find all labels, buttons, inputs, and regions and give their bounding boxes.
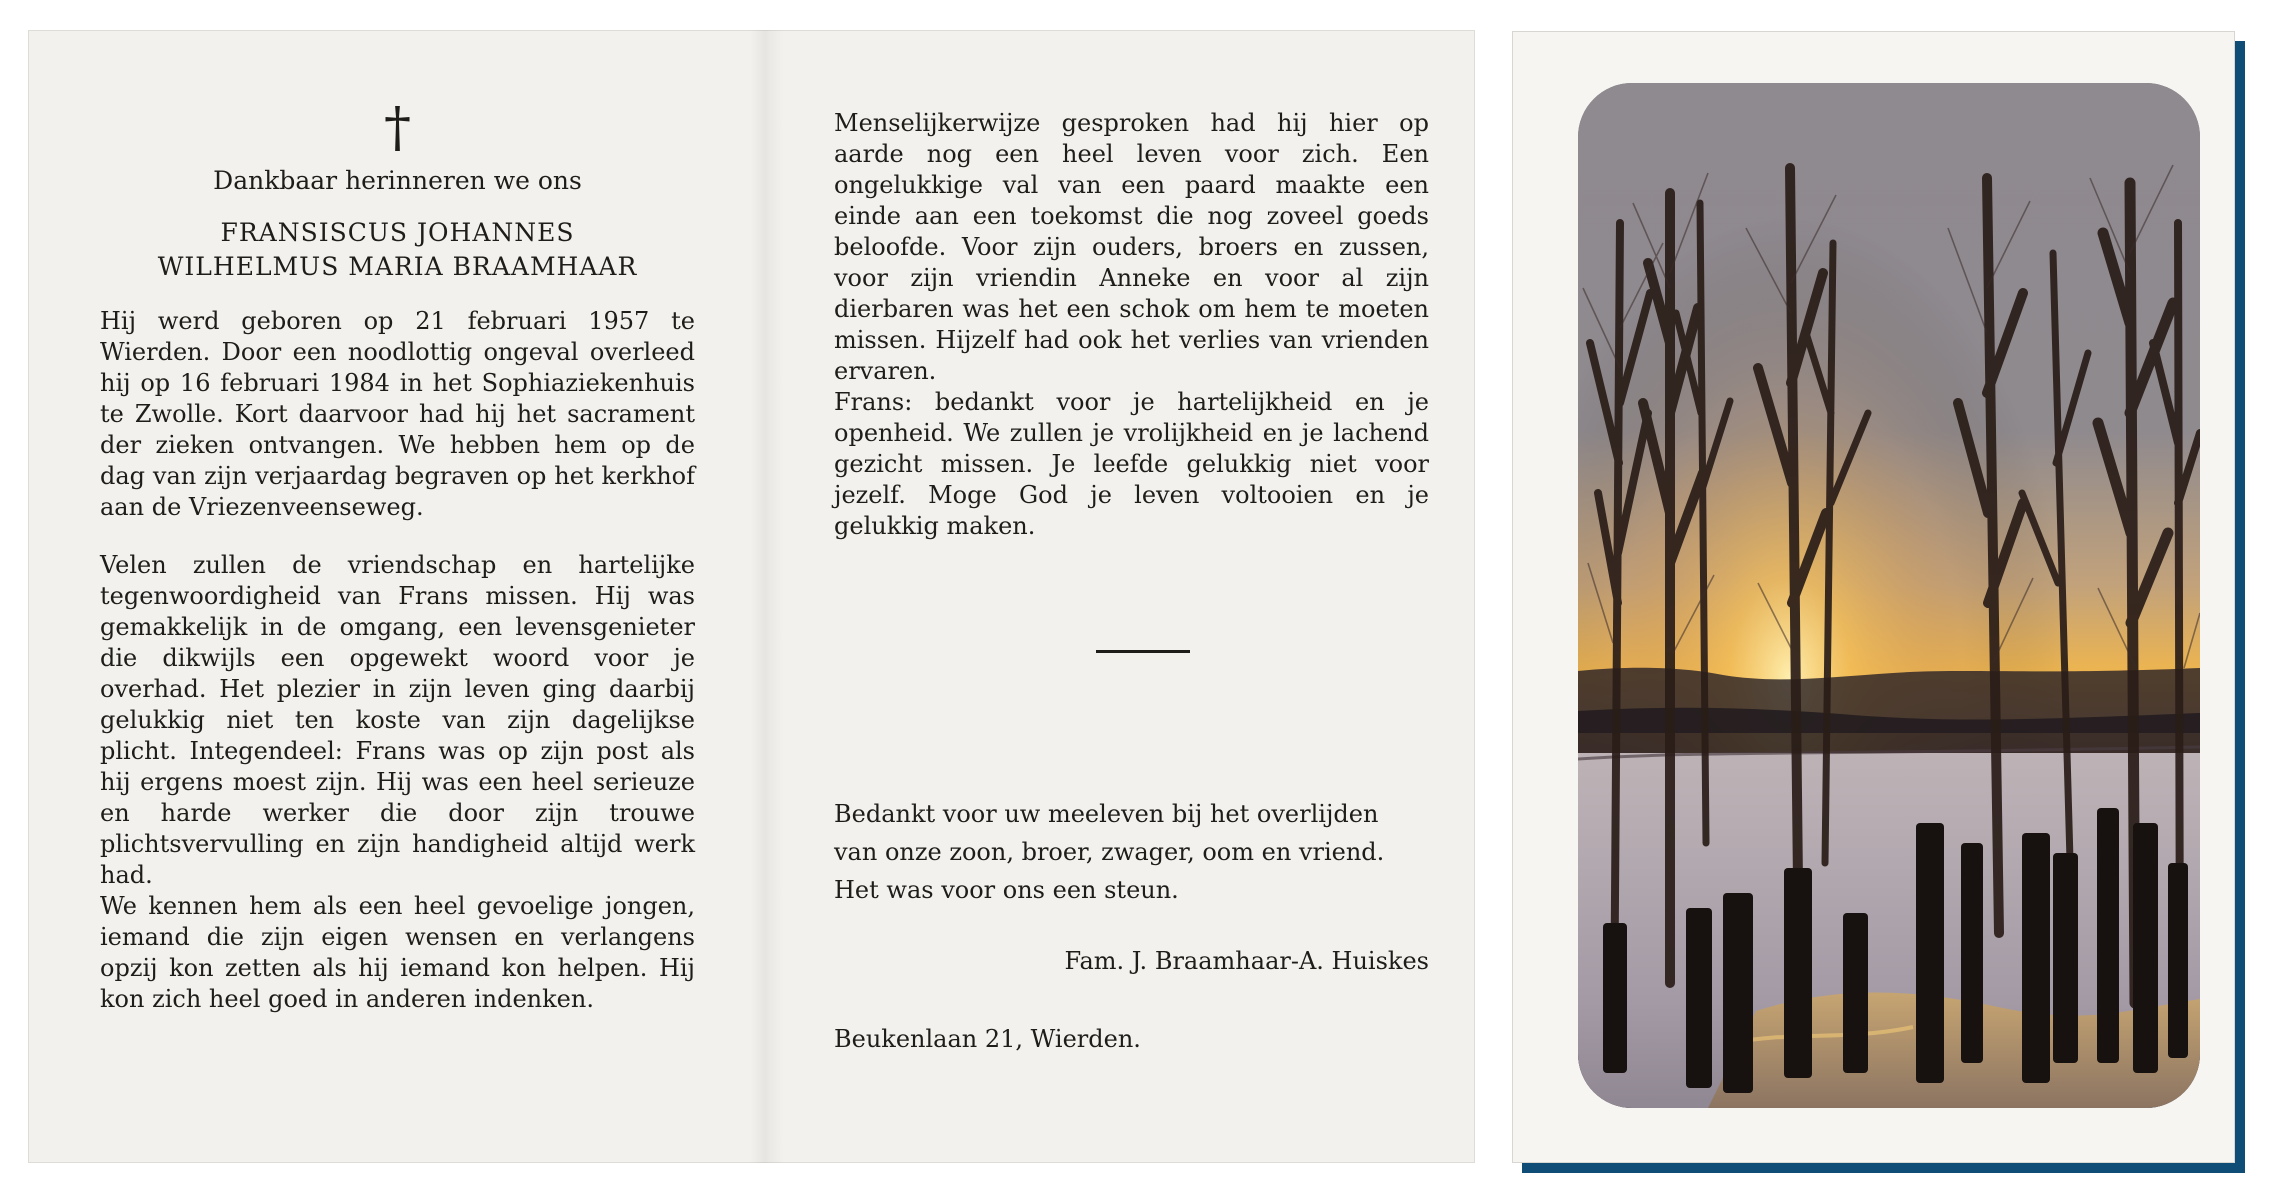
memorial-card-leaflet [28, 30, 1475, 1163]
photo-card [1512, 31, 2235, 1163]
deceased-name-line-1: FRANSISCUS JOHANNES [220, 218, 575, 247]
section-divider [1096, 650, 1190, 653]
farewell-paragraph: Frans: bedankt voor je hartelijkheid en je openheid. We zullen je vrolijkheid en je lachend gezicht missen. Je leefde gelukkig niet voor jezelf. Moge God je leven voltooien en je gelukkig maken. [834, 388, 1429, 540]
winter-sunset-photo [1578, 83, 2200, 1108]
support-text: Het was voor ons een steun. [834, 876, 1179, 904]
thanks-section [834, 795, 1429, 1058]
deceased-name-block [100, 216, 695, 284]
family-signature: Fam. J. Braamhaar-A. Huiskes [1064, 947, 1429, 975]
character-paragraph: Velen zullen de vriendschap en hartelijke tegenwoordigheid van Frans missen. Hij was gemakkelijk in de omgang, een levensgenieter die dikwijls een opgewekt woord voor je overhad. Het plezier in zijn leven ging daarbij gelukkig niet ten koste van zijn dagelijkse plicht. Integendeel: Frans was op zijn post als hij ergens moest zijn. Hij was een heel serieuze en harde werker die door zijn trouwe plichtsvervulling en zijn handigheid altijd werk had. [100, 551, 695, 889]
card-fold [750, 30, 784, 1163]
intro-text: Dankbaar herinneren we ons [213, 166, 582, 195]
deceased-name-line-2: WILHELMUS MARIA BRAAMHAAR [157, 252, 638, 281]
left-page [100, 96, 695, 1015]
cross-icon: † [384, 96, 411, 159]
biography-paragraph: Hij werd geboren op 21 februari 1957 te Wierden. Door een noodlottig ongeval overleed hij op 16 februari 1984 in het Sophiaziekenhuis te Zwolle. Kort daarvoor had hij het sacrament der zieken ontvangen. We hebben hem op de dag van zijn verjaardag begraven op het kerkhof aan de Vriezenveenseweg. [100, 307, 695, 521]
thanks-text: Bedankt voor uw meeleven bij het overlijden van onze zoon, broer, zwager, oom en vriend. [834, 800, 1385, 866]
reflection-paragraph: Menselijkerwijze gesproken had hij hier op aarde nog een heel leven voor zich. Een ongelukkige val van een paard maakte een einde aan een toekomst die nog zoveel goeds beloofde. Voor zijn ouders, broers en zussen, voor zijn vriendin Anneke en voor al zijn dierbaren was het een schok om hem te moeten missen. Hijzelf had ook het verlies van vrienden ervaren. [834, 109, 1429, 385]
right-page [834, 108, 1429, 653]
family-address: Beukenlaan 21, Wierden. [834, 1025, 1141, 1053]
landscape-image [1578, 83, 2200, 1108]
character-paragraph-continued: We kennen hem als een heel gevoelige jongen, iemand die zijn eigen wensen en verlangens opzij kon zetten als hij iemand kon helpen. Hij kon zich heel goed in anderen indenken. [100, 892, 695, 1013]
